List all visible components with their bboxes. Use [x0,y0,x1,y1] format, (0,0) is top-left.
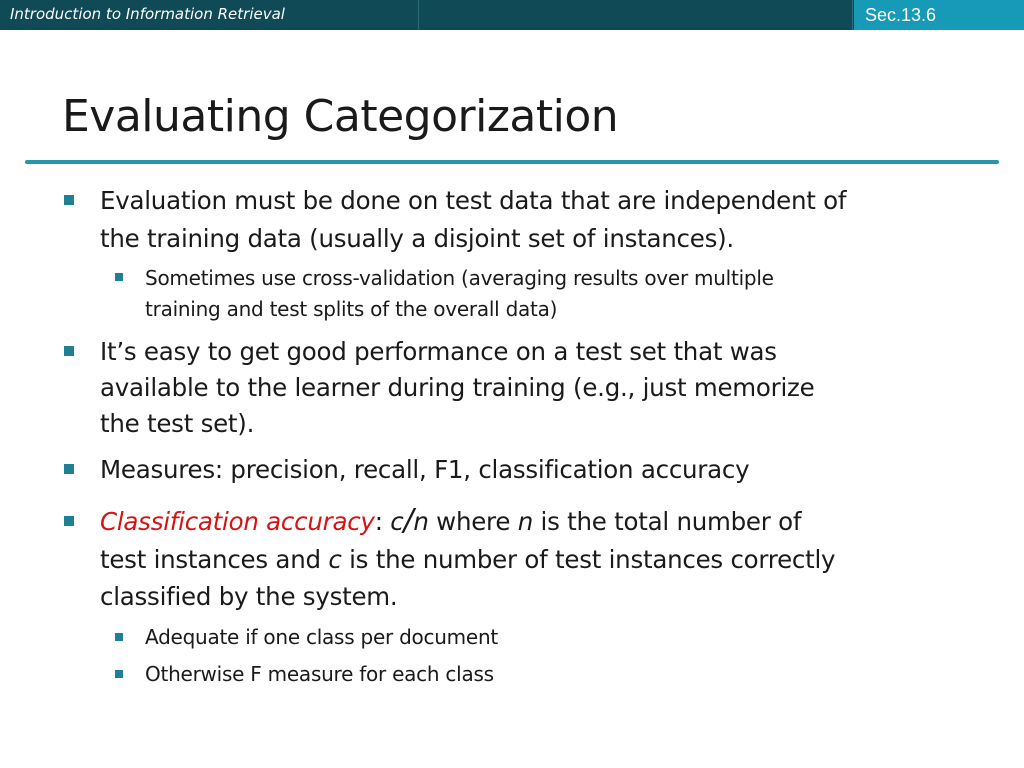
header-divider [418,0,419,30]
sub-bullet-1-line-1: Sometimes use cross-validation (averaging results over multiple [145,266,774,290]
where-word: where [436,507,511,536]
slide-title: Evaluating Categorization [62,91,619,142]
sub-bullet-4-1: Adequate if one class per document [145,625,498,649]
bullet-4-line-1-rest: is the total number of [540,507,802,536]
bullet-square-icon [64,516,74,526]
formula-n: n [413,507,429,536]
sub-bullet-square-icon [115,273,123,281]
n-variable: n [517,507,533,536]
bullet-4-line-1 [100,503,801,540]
bullet-4-line-2-b: is the number of test instances correctly [349,545,836,574]
title-underline [25,160,999,164]
header-bar [0,0,1024,30]
sub-bullet-square-icon [115,633,123,641]
classification-accuracy-term: Classification accuracy [100,507,375,536]
sub-bullet-1-line-2: training and test splits of the overall data) [145,297,558,321]
bullet-4-line-2-a: test instances and [100,545,321,574]
formula-c: c [390,507,404,536]
term-colon: : [374,507,383,536]
bullet-3-line-1: Measures: precision, recall, F1, classification accuracy [100,455,750,484]
header-divider [852,0,853,30]
course-title: Introduction to Information Retrieval [10,5,285,23]
sub-bullet-4-2: Otherwise F measure for each class [145,662,494,686]
sub-bullet-square-icon [115,670,123,678]
bullet-square-icon [64,195,74,205]
bullet-square-icon [64,346,74,356]
bullet-4-line-2 [100,542,835,578]
bullet-2-line-1: It’s easy to get good performance on a test set that was [100,337,777,366]
bullet-1-line-2: the training data (usually a disjoint set of instances). [100,224,734,253]
bullet-4-line-3: classified by the system. [100,582,398,611]
bullet-1-line-1: Evaluation must be done on test data that are independent of [100,186,847,215]
section-label: Sec.13.6 [854,0,1024,30]
bullet-2-line-3: the test set). [100,409,255,438]
c-variable: c [328,545,342,574]
formula-slash: / [403,503,414,538]
bullet-square-icon [64,464,74,474]
bullet-2-line-2: available to the learner during training (e.g., just memorize [100,373,815,402]
